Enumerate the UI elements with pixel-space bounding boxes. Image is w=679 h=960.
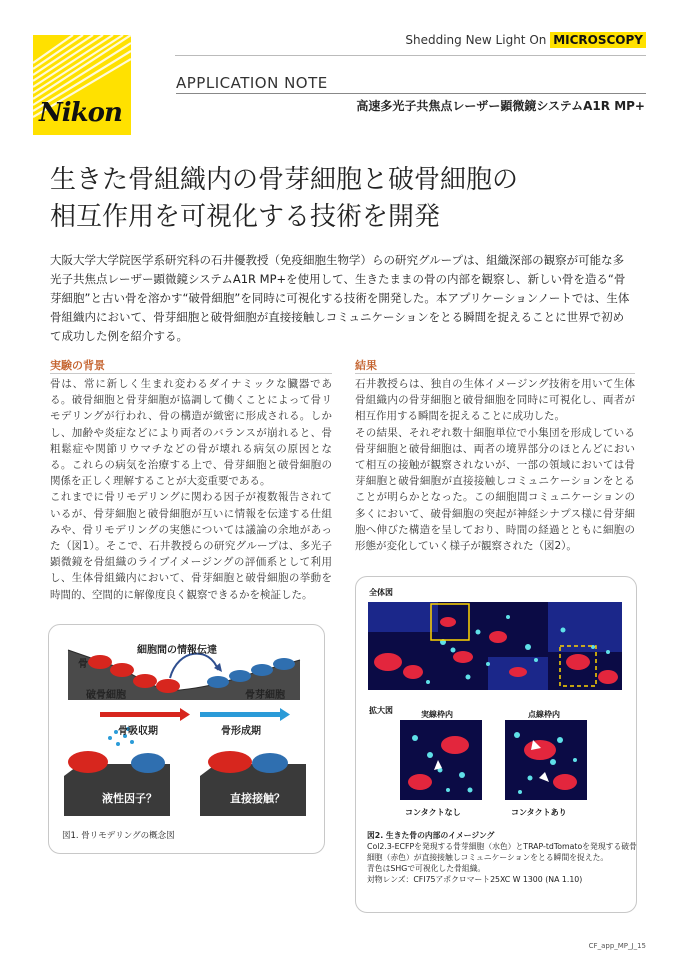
resorption-arrow-bar	[100, 712, 180, 717]
nikon-logo	[33, 35, 131, 135]
product-name: 高速多光子共焦点レーザー顕微鏡システムA1R MP+	[356, 99, 645, 113]
background-heading: 実験の背景	[50, 359, 105, 372]
tagline-prefix: Shedding New Light On	[405, 33, 547, 47]
osteoclast-left	[68, 751, 108, 773]
results-heading: 結果	[355, 359, 377, 372]
label-whole-view: 全体図	[369, 588, 393, 597]
label-dotted-frame: 点線枠内	[528, 710, 560, 719]
osteoclast-cell-1	[88, 655, 112, 669]
label-osteoclast: 破骨細胞	[86, 690, 126, 701]
signal-arrow	[170, 654, 218, 678]
figure-2-caption-line-3: 対物レンズ：CFI75アポクロマート25XC W 1300 (NA 1.10)	[367, 875, 583, 884]
label-direct-contact: 直接接触？	[230, 792, 285, 805]
page-title	[50, 162, 630, 236]
label-resorption-phase: 骨吸収期	[118, 726, 158, 737]
zoom-image-solid	[400, 720, 482, 800]
osteoclast-right	[208, 751, 252, 773]
label-liquid-factor: 液性因子？	[102, 792, 157, 805]
label-zoom-view: 拡大図	[369, 706, 393, 715]
intro-paragraph: 大阪大学大学院医学系研究科の石井優教授（免疫細胞生物学）らの研究グループは、組織深部の観察が可能な多光子共焦点レーザー顕微鏡システムA1R MP+を使用して、生きたままの骨の内部を観察し、新しい骨を造る“骨芽細胞”と古い骨を溶かす“破骨細胞”を同時に可視化する技術を開発した。本アプリケーションノートでは、生体骨組織内において、骨芽細胞と破骨細胞が直接接触しコミュニケーションをとる瞬間を捉えることに世界で初めて成功した例を紹介する。	[50, 253, 630, 343]
tagline	[405, 33, 646, 47]
label-osteoblast: 骨芽細胞	[245, 690, 285, 701]
background-heading-rule	[50, 373, 332, 374]
section-label: APPLICATION NOTE	[176, 74, 328, 92]
label-solid-frame: 実線枠内	[421, 710, 453, 719]
formation-arrow-bar	[200, 712, 280, 717]
osteoblast-cell-4	[273, 658, 295, 670]
title-line-1: 生きた骨組織内の骨芽細胞と破骨細胞の	[50, 165, 519, 195]
resorption-arrowhead	[180, 708, 190, 721]
formation-arrowhead	[280, 708, 290, 721]
figure-1-caption: 図1. 骨リモデリングの概念図	[62, 831, 175, 841]
figure-2-caption-title: 図2. 生きた骨の内部のイメージング	[367, 831, 495, 840]
label-no-contact: コンタクトなし	[405, 808, 461, 817]
background-paragraph-1: 骨は、常に新しく生まれ変わるダイナミックな臓器である。破骨細胞と骨芽細胞が協調して働くことによって骨リモデリングが行われ、骨の構造が緻密に形成される。しかし、加齢や炎症などにより両者のバランスが崩れると、骨粗鬆症や関節リウマチなどの骨が壊れる病気の原因となる。これらの病気を治療する上で、骨芽細胞と破骨細胞の関係を正しく理解することが大変重要である。	[50, 378, 332, 488]
osteoblast-cell-2	[229, 670, 251, 682]
osteoclast-cell-4	[156, 679, 180, 693]
background-body	[50, 376, 332, 603]
figure-2-caption	[367, 830, 637, 885]
header-divider-2	[176, 93, 646, 94]
document-code: CF_app_MP_J_15	[588, 942, 646, 950]
background-paragraph-2: これまでに骨リモデリングに関わる因子が複数報告されているが、骨芽細胞と破骨細胞が互いに情報を伝達する仕組みや、骨リモデリングの実態については議論の余地があった（図1）。そこで、石井教授らの研究グループは、多光子顕微鏡を骨組織のライブイメージングの評価系として利用し、生体骨組織内において、骨芽細胞と破骨細胞の挙動を時間的、空間的に解像度良く観察できるかを検証した。	[50, 491, 332, 601]
results-heading-rule	[355, 373, 635, 374]
osteoblast-left	[131, 753, 165, 773]
osteoblast-cell-1	[207, 676, 229, 688]
whole-view-image	[368, 602, 622, 690]
header-divider	[175, 55, 646, 56]
label-contact: コンタクトあり	[511, 808, 567, 817]
results-body	[355, 376, 635, 554]
osteoblast-right	[252, 753, 288, 773]
label-info-transfer: 細胞間の情報伝達	[137, 645, 217, 656]
figure-2-caption-line-2: 青色はSHGで可視化した骨組織。	[367, 864, 486, 873]
label-bone: 骨	[78, 659, 88, 670]
zoom-image-dotted	[505, 720, 587, 800]
results-paragraph-1: 石井教授らは、独自の生体イメージング技術を用いて生体骨組織内の骨芽細胞と破骨細胞を同時に可視化し、両者が相互作用する瞬間を捉えることに成功した。	[355, 378, 635, 423]
nikon-wordmark: Nikon	[39, 98, 122, 128]
title-line-2: 相互作用を可視化する技術を開発	[50, 202, 441, 232]
figure-2-caption-line-1: Col2.3-ECFPを発現する骨芽細胞（水色）とTRAP-tdTomatoを発現する破骨細胞（赤色）が直接接触しコミュニケーションをとる瞬間を捉えた。	[367, 842, 637, 862]
tagline-highlight: MICROSCOPY	[550, 32, 646, 48]
osteoclast-cell-2	[110, 663, 134, 677]
osteoblast-cell-3	[251, 664, 273, 676]
results-paragraph-2: その結果、それぞれ数十細胞単位で小集団を形成している骨芽細胞と破骨細胞は、両者の境界部分のほとんどにおいて相互の接触が観察されないが、一部の領域においては骨芽細胞と破骨細胞が直接接触しコミュニケーションをとることが明らかとなった。この細胞間コミュニケーションの多くにおいて、破骨細胞の突起が神経シナプス様に骨芽細胞へ伸びた構造を呈しており、時間の経過とともに細胞の形態が変化していく様子が観察された（図2）。	[355, 426, 635, 553]
label-formation-phase: 骨形成期	[221, 726, 261, 737]
osteoclast-cell-3	[133, 674, 157, 688]
